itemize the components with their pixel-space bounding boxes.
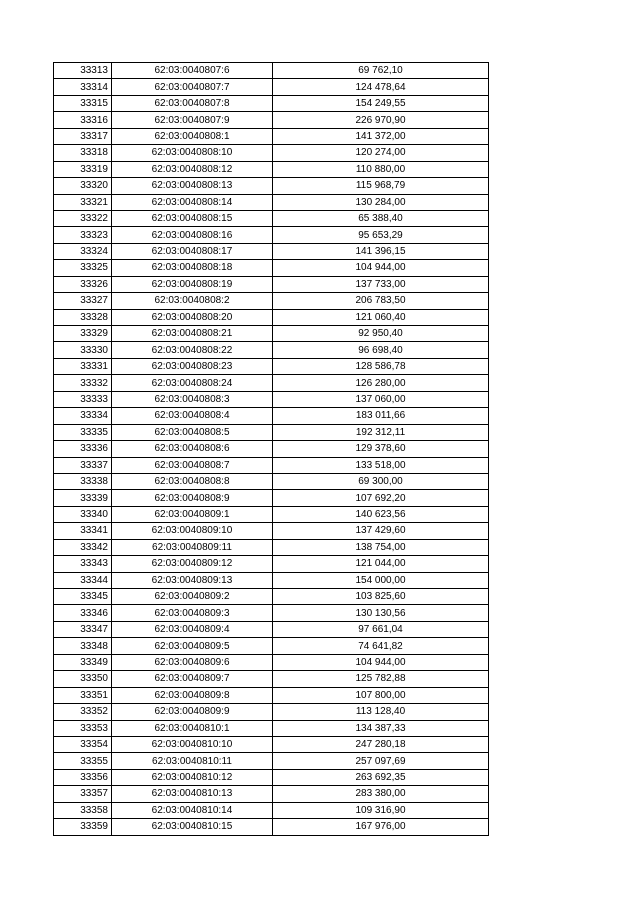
row-number-cell: 33319	[54, 161, 112, 177]
row-number-cell: 33355	[54, 753, 112, 769]
cadastral-number-cell: 62:03:0040809:6	[112, 654, 273, 670]
cadastral-number-cell: 62:03:0040808:14	[112, 194, 273, 210]
table-row	[54, 523, 489, 539]
table-row	[54, 358, 489, 374]
cadastral-value-cell: 69 300,00	[273, 473, 489, 489]
table-row	[54, 572, 489, 588]
table-row	[54, 375, 489, 391]
table-row	[54, 638, 489, 654]
cadastral-value-cell: 140 623,56	[273, 506, 489, 522]
cadastral-number-cell: 62:03:0040810:10	[112, 736, 273, 752]
row-number-cell: 33329	[54, 326, 112, 342]
cadastral-number-cell: 62:03:0040809:3	[112, 605, 273, 621]
row-number-cell: 33341	[54, 523, 112, 539]
table-row	[54, 819, 489, 835]
table-row	[54, 243, 489, 259]
cadastral-value-cell: 206 783,50	[273, 293, 489, 309]
cadastral-number-cell: 62:03:0040809:12	[112, 556, 273, 572]
table-row	[54, 293, 489, 309]
table-row	[54, 736, 489, 752]
cadastral-number-cell: 62:03:0040808:3	[112, 391, 273, 407]
row-number-cell: 33336	[54, 441, 112, 457]
table-row	[54, 441, 489, 457]
cadastral-value-cell: 95 653,29	[273, 227, 489, 243]
cadastral-number-cell: 62:03:0040808:16	[112, 227, 273, 243]
row-number-cell: 33340	[54, 506, 112, 522]
table-row	[54, 79, 489, 95]
cadastral-value-cell: 263 692,35	[273, 769, 489, 785]
cadastral-value-cell: 154 249,55	[273, 95, 489, 111]
cadastral-value-cell: 124 478,64	[273, 79, 489, 95]
table-row	[54, 654, 489, 670]
cadastral-number-cell: 62:03:0040807:6	[112, 63, 273, 79]
cadastral-number-cell: 62:03:0040807:7	[112, 79, 273, 95]
cadastral-number-cell: 62:03:0040809:8	[112, 687, 273, 703]
table-row	[54, 506, 489, 522]
row-number-cell: 33350	[54, 671, 112, 687]
row-number-cell: 33346	[54, 605, 112, 621]
cadastral-value-cell: 103 825,60	[273, 589, 489, 605]
cadastral-value-cell: 257 097,69	[273, 753, 489, 769]
cadastral-value-cell: 141 396,15	[273, 243, 489, 259]
cadastral-value-cell: 192 312,11	[273, 424, 489, 440]
cadastral-value-cell: 92 950,40	[273, 326, 489, 342]
table-row	[54, 457, 489, 473]
cadastral-value-cell: 104 944,00	[273, 654, 489, 670]
cadastral-number-cell: 62:03:0040810:13	[112, 786, 273, 802]
table-row	[54, 687, 489, 703]
row-number-cell: 33356	[54, 769, 112, 785]
table-row	[54, 161, 489, 177]
cadastral-value-cell: 133 518,00	[273, 457, 489, 473]
cadastral-value-cell: 134 387,33	[273, 720, 489, 736]
cadastral-number-cell: 62:03:0040808:24	[112, 375, 273, 391]
table-row	[54, 112, 489, 128]
cadastral-number-cell: 62:03:0040808:1	[112, 128, 273, 144]
cadastral-number-cell: 62:03:0040810:11	[112, 753, 273, 769]
row-number-cell: 33325	[54, 260, 112, 276]
row-number-cell: 33354	[54, 736, 112, 752]
row-number-cell: 33335	[54, 424, 112, 440]
row-number-cell: 33330	[54, 342, 112, 358]
row-number-cell: 33313	[54, 63, 112, 79]
table-row	[54, 671, 489, 687]
row-number-cell: 33314	[54, 79, 112, 95]
cadastral-number-cell: 62:03:0040808:8	[112, 473, 273, 489]
row-number-cell: 33334	[54, 408, 112, 424]
cadastral-number-cell: 62:03:0040808:20	[112, 309, 273, 325]
cadastral-number-cell: 62:03:0040809:7	[112, 671, 273, 687]
row-number-cell: 33326	[54, 276, 112, 292]
table-row	[54, 704, 489, 720]
table-row	[54, 424, 489, 440]
table-row	[54, 408, 489, 424]
cadastral-value-table	[53, 62, 489, 836]
cadastral-value-cell: 96 698,40	[273, 342, 489, 358]
row-number-cell: 33359	[54, 819, 112, 835]
cadastral-value-cell: 137 060,00	[273, 391, 489, 407]
table-row	[54, 194, 489, 210]
table-row	[54, 227, 489, 243]
cadastral-value-cell: 126 280,00	[273, 375, 489, 391]
cadastral-value-cell: 74 641,82	[273, 638, 489, 654]
row-number-cell: 33342	[54, 539, 112, 555]
row-number-cell: 33339	[54, 490, 112, 506]
cadastral-number-cell: 62:03:0040810:1	[112, 720, 273, 736]
table-row	[54, 342, 489, 358]
row-number-cell: 33352	[54, 704, 112, 720]
cadastral-number-cell: 62:03:0040810:15	[112, 819, 273, 835]
cadastral-number-cell: 62:03:0040809:10	[112, 523, 273, 539]
table-row	[54, 556, 489, 572]
cadastral-value-cell: 120 274,00	[273, 145, 489, 161]
cadastral-number-cell: 62:03:0040808:9	[112, 490, 273, 506]
cadastral-number-cell: 62:03:0040808:23	[112, 358, 273, 374]
cadastral-value-cell: 121 044,00	[273, 556, 489, 572]
cadastral-number-cell: 62:03:0040807:9	[112, 112, 273, 128]
cadastral-value-cell: 107 800,00	[273, 687, 489, 703]
table-row	[54, 178, 489, 194]
cadastral-value-cell: 107 692,20	[273, 490, 489, 506]
row-number-cell: 33349	[54, 654, 112, 670]
cadastral-number-cell: 62:03:0040808:21	[112, 326, 273, 342]
cadastral-number-cell: 62:03:0040810:14	[112, 802, 273, 818]
table-row	[54, 391, 489, 407]
cadastral-number-cell: 62:03:0040808:13	[112, 178, 273, 194]
cadastral-value-cell: 125 782,88	[273, 671, 489, 687]
cadastral-value-cell: 130 284,00	[273, 194, 489, 210]
cadastral-number-cell: 62:03:0040808:4	[112, 408, 273, 424]
cadastral-number-cell: 62:03:0040810:12	[112, 769, 273, 785]
row-number-cell: 33357	[54, 786, 112, 802]
cadastral-number-cell: 62:03:0040807:8	[112, 95, 273, 111]
table-row	[54, 276, 489, 292]
row-number-cell: 33358	[54, 802, 112, 818]
cadastral-number-cell: 62:03:0040809:2	[112, 589, 273, 605]
table-row	[54, 605, 489, 621]
cadastral-value-cell: 128 586,78	[273, 358, 489, 374]
row-number-cell: 33347	[54, 621, 112, 637]
cadastral-value-cell: 109 316,90	[273, 802, 489, 818]
table-row	[54, 539, 489, 555]
cadastral-number-cell: 62:03:0040808:5	[112, 424, 273, 440]
cadastral-value-cell: 113 128,40	[273, 704, 489, 720]
row-number-cell: 33322	[54, 210, 112, 226]
table-body	[54, 63, 489, 836]
cadastral-number-cell: 62:03:0040808:6	[112, 441, 273, 457]
row-number-cell: 33328	[54, 309, 112, 325]
table-row	[54, 210, 489, 226]
table-row	[54, 473, 489, 489]
cadastral-value-cell: 138 754,00	[273, 539, 489, 555]
cadastral-value-cell: 97 661,04	[273, 621, 489, 637]
table-row	[54, 145, 489, 161]
cadastral-number-cell: 62:03:0040808:22	[112, 342, 273, 358]
row-number-cell: 33337	[54, 457, 112, 473]
cadastral-number-cell: 62:03:0040808:2	[112, 293, 273, 309]
row-number-cell: 33345	[54, 589, 112, 605]
table-row	[54, 621, 489, 637]
cadastral-number-cell: 62:03:0040808:18	[112, 260, 273, 276]
cadastral-number-cell: 62:03:0040809:1	[112, 506, 273, 522]
table-row	[54, 309, 489, 325]
cadastral-value-cell: 65 388,40	[273, 210, 489, 226]
cadastral-number-cell: 62:03:0040808:12	[112, 161, 273, 177]
cadastral-value-cell: 129 378,60	[273, 441, 489, 457]
cadastral-value-cell: 121 060,40	[273, 309, 489, 325]
cadastral-value-cell: 183 011,66	[273, 408, 489, 424]
row-number-cell: 33318	[54, 145, 112, 161]
row-number-cell: 33317	[54, 128, 112, 144]
cadastral-number-cell: 62:03:0040808:7	[112, 457, 273, 473]
table-row	[54, 802, 489, 818]
cadastral-number-cell: 62:03:0040809:13	[112, 572, 273, 588]
table-row	[54, 720, 489, 736]
cadastral-value-cell: 110 880,00	[273, 161, 489, 177]
cadastral-value-cell: 283 380,00	[273, 786, 489, 802]
table-row	[54, 326, 489, 342]
row-number-cell: 33353	[54, 720, 112, 736]
row-number-cell: 33316	[54, 112, 112, 128]
row-number-cell: 33321	[54, 194, 112, 210]
cadastral-value-cell: 167 976,00	[273, 819, 489, 835]
cadastral-number-cell: 62:03:0040809:9	[112, 704, 273, 720]
cadastral-value-cell: 154 000,00	[273, 572, 489, 588]
cadastral-number-cell: 62:03:0040808:10	[112, 145, 273, 161]
row-number-cell: 33351	[54, 687, 112, 703]
cadastral-value-cell: 115 968,79	[273, 178, 489, 194]
cadastral-number-cell: 62:03:0040809:4	[112, 621, 273, 637]
cadastral-value-cell: 247 280,18	[273, 736, 489, 752]
row-number-cell: 33327	[54, 293, 112, 309]
cadastral-number-cell: 62:03:0040809:5	[112, 638, 273, 654]
row-number-cell: 33323	[54, 227, 112, 243]
row-number-cell: 33344	[54, 572, 112, 588]
cadastral-value-cell: 104 944,00	[273, 260, 489, 276]
cadastral-number-cell: 62:03:0040809:11	[112, 539, 273, 555]
row-number-cell: 33343	[54, 556, 112, 572]
cadastral-value-cell: 69 762,10	[273, 63, 489, 79]
row-number-cell: 33320	[54, 178, 112, 194]
cadastral-number-cell: 62:03:0040808:15	[112, 210, 273, 226]
cadastral-number-cell: 62:03:0040808:19	[112, 276, 273, 292]
row-number-cell: 33333	[54, 391, 112, 407]
table-row	[54, 490, 489, 506]
table-row	[54, 260, 489, 276]
table-row	[54, 589, 489, 605]
row-number-cell: 33324	[54, 243, 112, 259]
table-row	[54, 786, 489, 802]
table-row	[54, 753, 489, 769]
cadastral-number-cell: 62:03:0040808:17	[112, 243, 273, 259]
cadastral-value-cell: 141 372,00	[273, 128, 489, 144]
cadastral-value-cell: 226 970,90	[273, 112, 489, 128]
row-number-cell: 33315	[54, 95, 112, 111]
table-row	[54, 63, 489, 79]
table-row	[54, 769, 489, 785]
table-row	[54, 95, 489, 111]
cadastral-value-cell: 130 130,56	[273, 605, 489, 621]
row-number-cell: 33332	[54, 375, 112, 391]
table-row	[54, 128, 489, 144]
row-number-cell: 33348	[54, 638, 112, 654]
row-number-cell: 33331	[54, 358, 112, 374]
row-number-cell: 33338	[54, 473, 112, 489]
cadastral-value-cell: 137 429,60	[273, 523, 489, 539]
cadastral-value-cell: 137 733,00	[273, 276, 489, 292]
